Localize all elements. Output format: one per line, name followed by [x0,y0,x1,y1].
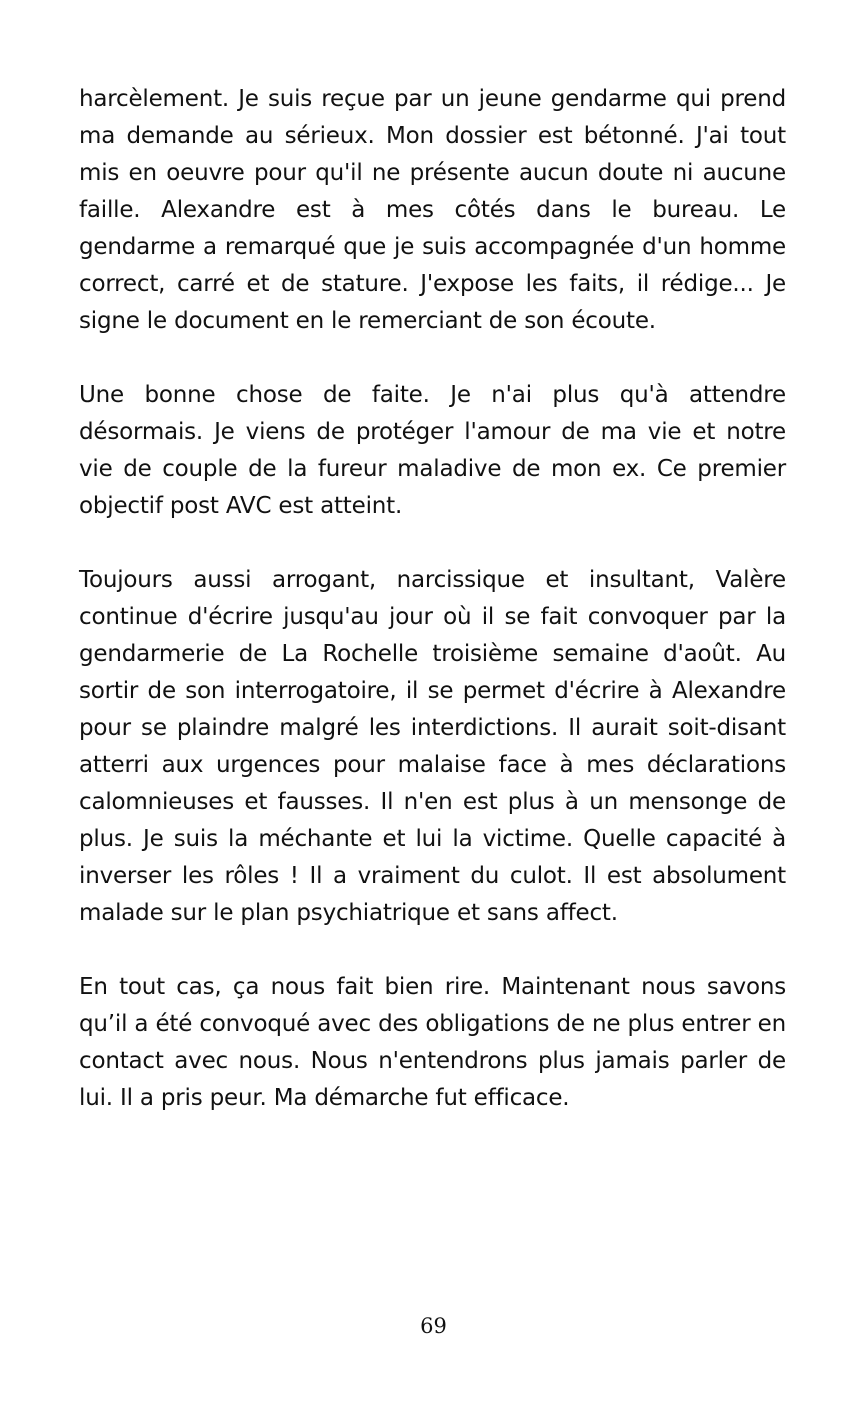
paragraph-4: En tout cas, ça nous fait bien rire. Maintenant nous savons qu’il a été convoqué avec des obligations de ne plus entrer en contact avec nous. Nous n'entendrons plus jamais parler de lui. Il a pris peur. Ma démarche fut efficace. [79,974,786,1111]
page-number: 69 [420,1314,447,1338]
paragraph-2: Une bonne chose de faite. Je n'ai plus qu'à attendre désormais. Je viens de protéger l'amour de ma vie et notre vie de couple de la fureur maladive de mon ex. Ce premier objectif post AVC est atteint. [79,382,786,519]
paragraph-3: Toujours aussi arrogant, narcissique et insultant, Valère continue d'écrire jusqu'au jour où il se fait convoquer par la gendarmerie de La Rochelle troisième semaine d'août. Au sortir de son interrogatoire, il se permet d'écrire à Alexandre pour se plaindre malgré les interdictions. Il aurait soit-disant atterri aux urgences pour malaise face à mes déclarations calomnieuses et fausses. Il n'en est plus à un mensonge de plus. Je suis la méchante et lui la victime. Quelle capacité à inverser les rôles ! Il a vraiment du culot. Il est absolument malade sur le plan psychiatrique et sans affect. [79,567,786,926]
paragraph-1: harcèlement. Je suis reçue par un jeune gendarme qui prend ma demande au sérieux. Mon dossier est bétonné. J'ai tout mis en oeuvre pour qu'il ne présente aucun doute ni aucune faille. Alexandre est à mes côtés dans le bureau. Le gendarme a remarqué que je suis accompagnée d'un homme correct, carré et de stature. J'expose les faits, il rédige... Je signe le document en le remerciant de son écoute. [79,86,786,334]
body-text [79,81,786,1117]
